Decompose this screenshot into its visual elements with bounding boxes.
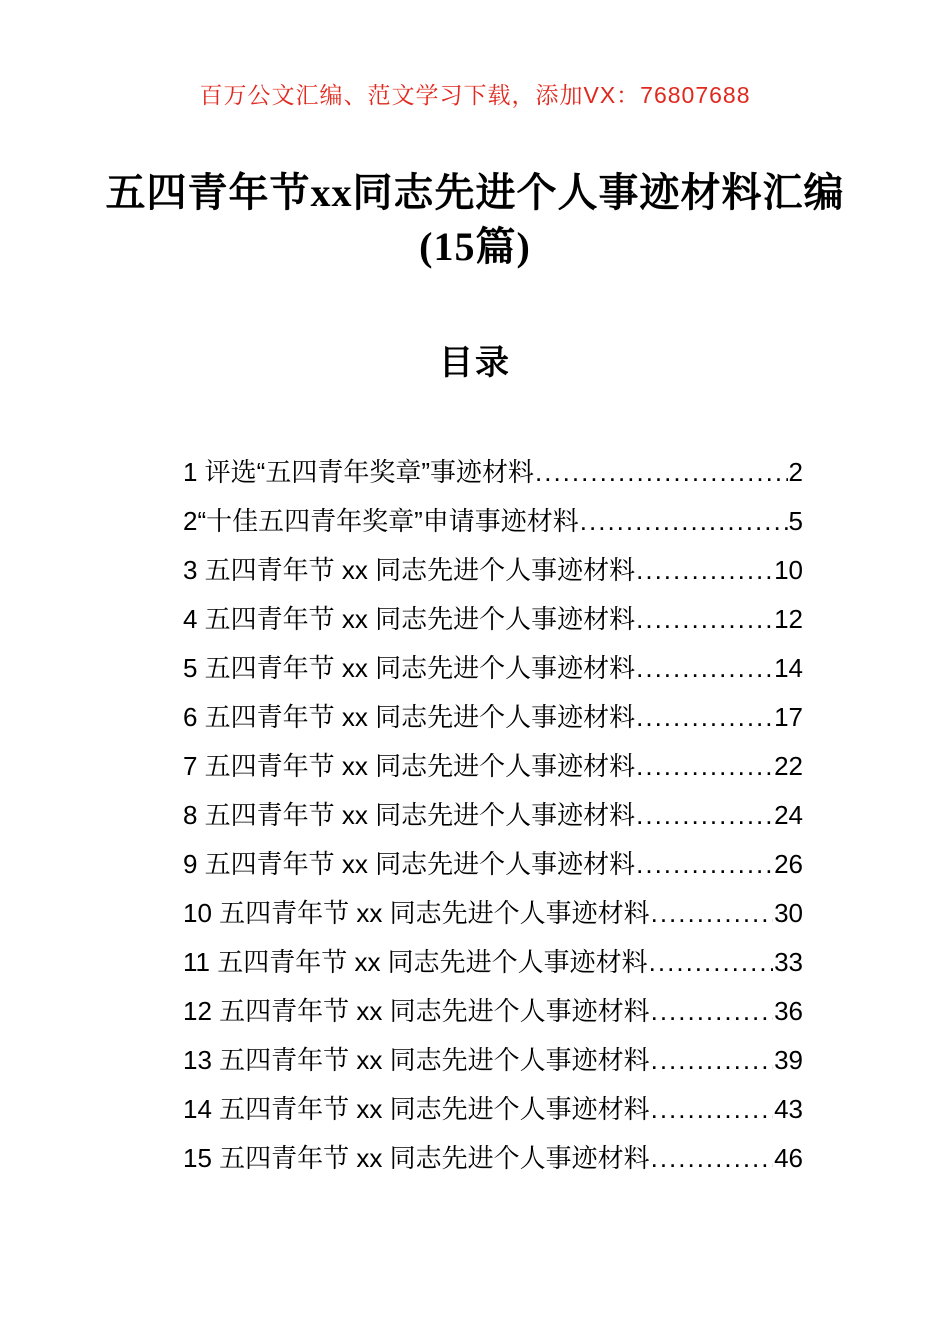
toc-page-number: 46 [774, 1143, 803, 1173]
toc-entry-label: 10 五四青年节 xx 同志先进个人事迹材料 [183, 898, 650, 928]
toc-page-number: 33 [774, 947, 803, 977]
toc-dot-leader [651, 1085, 773, 1134]
toc-entry[interactable] [183, 938, 803, 987]
toc-entry[interactable] [183, 889, 803, 938]
toc-page-number: 17 [774, 702, 803, 732]
title-count-unit: 篇 [475, 225, 517, 269]
toc-entry[interactable] [183, 497, 803, 546]
promo-banner: 百万公文汇编、范文学习下载，添加VX：76807688 [199, 82, 751, 108]
toc-dot-leader [535, 448, 788, 497]
toc-entry[interactable] [183, 1036, 803, 1085]
toc-entry[interactable] [183, 1134, 803, 1183]
toc-dot-leader [649, 938, 773, 987]
toc-dot-leader [636, 546, 773, 595]
toc-entry-label: 9 五四青年节 xx 同志先进个人事迹材料 [183, 849, 636, 879]
toc-entry[interactable] [183, 693, 803, 742]
toc-page-number: 26 [774, 849, 803, 879]
toc-entry[interactable] [183, 742, 803, 791]
toc-page-number: 36 [774, 996, 803, 1026]
document-title-line1 [0, 166, 950, 220]
toc-page-number: 22 [774, 751, 803, 781]
toc-dot-leader [636, 742, 773, 791]
title-prefix: 五四青年节 [105, 171, 311, 215]
toc-entry-label: 5 五四青年节 xx 同志先进个人事迹材料 [183, 653, 636, 683]
document-title [0, 166, 950, 274]
toc-entry[interactable] [183, 595, 803, 644]
toc-entry[interactable] [183, 546, 803, 595]
toc-entry-label: 1 评选“五四青年奖章”事迹材料 [183, 457, 535, 487]
toc-heading: 目录 [439, 344, 511, 382]
toc-page-number: 14 [774, 653, 803, 683]
toc-dot-leader [636, 791, 773, 840]
toc-dot-leader [651, 987, 773, 1036]
toc-page-number: 24 [774, 800, 803, 830]
toc-entry-label: 4 五四青年节 xx 同志先进个人事迹材料 [183, 604, 636, 634]
toc-entry-label: 12 五四青年节 xx 同志先进个人事迹材料 [183, 996, 650, 1026]
title-paren-close: ) [516, 224, 531, 269]
toc-page-number: 30 [774, 898, 803, 928]
toc-page-number: 5 [788, 506, 803, 536]
toc-entry-label: 13 五四青年节 xx 同志先进个人事迹材料 [183, 1045, 650, 1075]
toc-entry[interactable] [183, 644, 803, 693]
title-paren-open: (15 [419, 224, 476, 269]
toc-entry-label: 11 五四青年节 xx 同志先进个人事迹材料 [183, 947, 648, 977]
toc-entry[interactable] [183, 987, 803, 1036]
toc-entry[interactable] [183, 791, 803, 840]
toc-page-number: 2 [788, 457, 803, 487]
toc-dot-leader [580, 497, 788, 546]
toc-page-number: 12 [774, 604, 803, 634]
toc-dot-leader [636, 595, 773, 644]
toc-dot-leader [636, 840, 773, 889]
document-title-line2 [0, 220, 950, 274]
toc-entry[interactable] [183, 840, 803, 889]
toc-page-number: 39 [774, 1045, 803, 1075]
title-latin: xx [310, 170, 353, 215]
toc-dot-leader [651, 1036, 773, 1085]
toc-page-number: 10 [774, 555, 803, 585]
toc-page-number: 43 [774, 1094, 803, 1124]
toc-entry-label: 3 五四青年节 xx 同志先进个人事迹材料 [183, 555, 636, 585]
toc-entry[interactable] [183, 448, 803, 497]
toc-entry-label: 15 五四青年节 xx 同志先进个人事迹材料 [183, 1143, 650, 1173]
toc-entry-label: 14 五四青年节 xx 同志先进个人事迹材料 [183, 1094, 650, 1124]
toc-entry-label: 2“十佳五四青年奖章”申请事迹材料 [183, 506, 579, 536]
toc-list [0, 448, 950, 1183]
toc-dot-leader [651, 1134, 773, 1183]
toc-entry-label: 6 五四青年节 xx 同志先进个人事迹材料 [183, 702, 636, 732]
toc-dot-leader [651, 889, 773, 938]
toc-dot-leader [636, 644, 773, 693]
toc-entry-label: 7 五四青年节 xx 同志先进个人事迹材料 [183, 751, 636, 781]
toc-dot-leader [636, 693, 773, 742]
toc-entry[interactable] [183, 1085, 803, 1134]
title-suffix: 同志先进个人事迹材料汇编 [352, 171, 845, 215]
toc-entry-label: 8 五四青年节 xx 同志先进个人事迹材料 [183, 800, 636, 830]
